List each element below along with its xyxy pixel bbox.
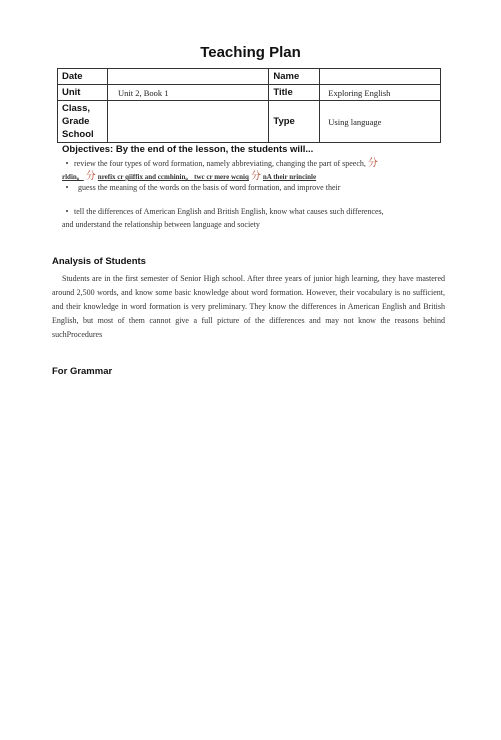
objective-item-1-fragment-b: nrefix cr ɡiiffix and ccmhinin。 twc cr mere wcniq: [97, 173, 249, 181]
objective-item-3: [62, 206, 444, 218]
bullet-icon: •: [65, 183, 69, 192]
class-grade-school-label: [58, 101, 108, 143]
document-title: Teaching Plan: [200, 44, 301, 61]
name-label: Name: [269, 69, 320, 85]
objective-item-1-text: review the four types of word formation, namely abbreviating, changing the part of speech,: [74, 159, 366, 168]
bullet-icon: •: [65, 159, 69, 168]
objective-item-1-cjk-3: 分: [250, 171, 261, 182]
objective-item-3-continued: and understand the relationship between language and society: [62, 220, 260, 229]
type-value: Using language: [320, 101, 441, 143]
objective-item-1-fragment-a: rldin。: [62, 173, 84, 181]
analysis-paragraph: Students are in the first semester of Senior High school. After three years of junior high learning, they have mastered around 2,500 words, and know some basic knowledge about word formation. However, their vocabulary is no sufficient, and their knowledge in word formation is very preliminary. They know the differences in American English and British English, but most of them cannot give a full picture of the differences and may not know the reasons behind suchProcedures: [52, 274, 445, 339]
objectives-heading: Objectives: By the end of the lesson, the students will...: [62, 144, 314, 155]
objective-item-1-fragment-c: nA their nrincinle: [262, 173, 317, 181]
unit-label: Unit: [58, 85, 108, 101]
school-label: School: [62, 129, 94, 140]
objective-item-3-text: tell the differences of American English and British English, know what causes such differences,: [74, 207, 384, 216]
grammar-heading: For Grammar: [52, 366, 113, 377]
objective-item-2-text: guess the meaning of the words on the basis of word formation, and improve their: [78, 183, 341, 192]
objective-item-1: [62, 158, 444, 170]
date-value: [107, 69, 268, 85]
bullet-icon: •: [65, 207, 69, 216]
name-value: [320, 69, 441, 85]
objective-item-2: [62, 182, 444, 194]
title-label: Title: [269, 85, 320, 101]
unit-value: Unit 2, Book 1: [107, 85, 268, 101]
title-value: Exploring English: [320, 85, 441, 101]
table-row: [58, 69, 441, 85]
table-row: [58, 85, 441, 101]
objective-item-1-cjk-2: 分: [85, 171, 96, 182]
objective-item-1-cjk: 分: [367, 158, 378, 169]
table-row: [58, 101, 441, 143]
grade-label: Grade: [62, 116, 90, 127]
type-label: Type: [269, 101, 320, 143]
date-label: Date: [58, 69, 108, 85]
info-table: [57, 68, 441, 143]
class-label: Class,: [62, 103, 90, 114]
class-value: [107, 101, 268, 143]
analysis-heading: Analysis of Students: [52, 256, 146, 267]
